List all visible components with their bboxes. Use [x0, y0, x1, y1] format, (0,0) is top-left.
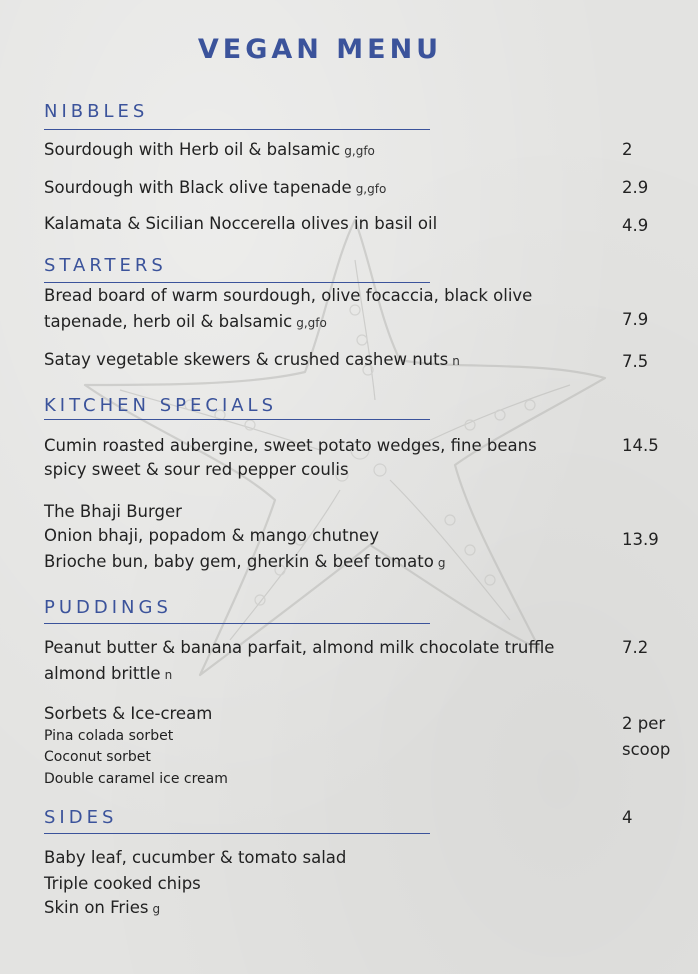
item-price: 13.9: [622, 530, 659, 549]
section-divider: [44, 833, 430, 834]
menu-item: Satay vegetable skewers & crushed cashew nuts n: [44, 350, 460, 369]
menu-item: Sourdough with Black olive tapenade g,gfo: [44, 178, 387, 197]
menu-item-line: Bread board of warm sourdough, olive focaccia, black olive: [44, 286, 533, 305]
allergen-note: g,gfo: [344, 144, 375, 158]
item-price: 7.2: [622, 638, 649, 657]
menu-item: Sorbets & Ice-cream: [44, 704, 213, 723]
menu-item-line: tapenade, herb oil & balsamic g,gfo: [44, 312, 327, 331]
menu-item: Baby leaf, cucumber & tomato salad: [44, 848, 347, 867]
page-title: VEGAN MENU: [197, 34, 443, 65]
item-price: 2 per: [622, 714, 666, 733]
item-price: 7.5: [622, 352, 649, 371]
allergen-note: g,gfo: [355, 182, 387, 196]
item-price: 14.5: [622, 436, 659, 455]
section-divider: [44, 419, 430, 420]
section-heading-starters: STARTERS: [44, 255, 167, 276]
menu-item: Sourdough with Herb oil & balsamic g,gfo: [44, 140, 375, 159]
section-heading-nibbles: NIBBLES: [44, 101, 149, 122]
menu-item: Skin on Fries g: [44, 898, 161, 917]
section-divider: [44, 623, 430, 624]
section-divider: [44, 129, 430, 130]
sub-item: Double caramel ice cream: [44, 771, 228, 787]
section-heading-kitchen-specials: KITCHEN SPECIALS: [44, 395, 278, 416]
menu-item-line: Cumin roasted aubergine, sweet potato wedges, fine beans: [44, 436, 537, 455]
sub-item: Coconut sorbet: [44, 749, 151, 765]
menu-item-line: Brioche bun, baby gem, gherkin & beef tomato g: [44, 552, 446, 571]
menu-item: Triple cooked chips: [44, 874, 201, 893]
allergen-note: n: [452, 354, 460, 368]
menu-item-line: spicy sweet & sour red pepper coulis: [44, 460, 349, 479]
item-price-unit: scoop: [622, 740, 671, 759]
menu-item-line: Peanut butter & banana parfait, almond milk chocolate truffle: [44, 638, 555, 657]
section-heading-puddings: PUDDINGS: [44, 597, 172, 618]
allergen-note: g,gfo: [296, 316, 327, 330]
item-price: 2: [622, 140, 633, 159]
item-price: 2.9: [622, 178, 649, 197]
section-heading-sides: SIDES: [44, 807, 118, 828]
menu-item: Kalamata & Sicilian Noccerella olives in basil oil: [44, 214, 438, 233]
menu-item-line: almond brittle n: [44, 664, 173, 683]
item-price: 7.9: [622, 310, 649, 329]
allergen-note: n: [164, 668, 173, 682]
item-price: 4.9: [622, 216, 649, 235]
allergen-note: g: [152, 902, 161, 916]
section-divider: [44, 282, 430, 283]
menu-item-line: Onion bhaji, popadom & mango chutney: [44, 526, 379, 545]
item-price: 4: [622, 808, 633, 827]
menu-item-line: The Bhaji Burger: [44, 502, 182, 521]
sub-item: Pina colada sorbet: [44, 728, 174, 744]
allergen-note: g: [437, 556, 446, 570]
